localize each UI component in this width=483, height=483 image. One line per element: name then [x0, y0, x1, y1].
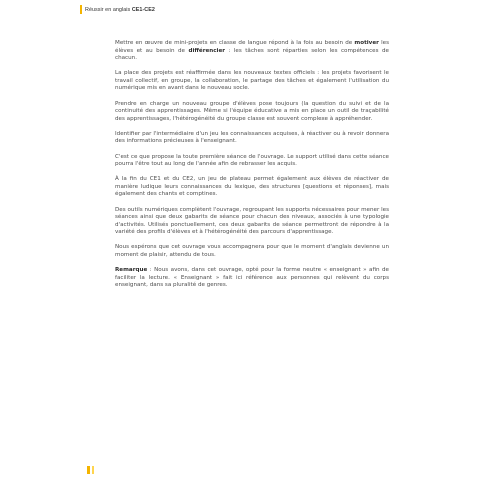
header-prefix: Réussir en anglais — [85, 6, 131, 13]
paragraph-text: À la fin du CE1 et du CE2, un jeu de plateau permet également aux élèves de réactiver de manière ludique leurs connaissances du lexique, des structures [questions et réponses], mais également des chants et comptines. — [115, 176, 389, 198]
paragraph-text: les élèves et au besoin de — [115, 40, 389, 54]
paragraph-text: Mettre en œuvre de mini-projets en classe de langue répond à la fois au besoin de — [115, 40, 355, 46]
emphasis-text: motiver — [354, 40, 379, 46]
paragraph-text: Nous espérons que cet ouvrage vous accompagnera pour que le moment d'anglais devienne un moment de plaisir, attendu de tous. — [115, 244, 389, 258]
paragraph — [115, 207, 389, 237]
paragraph — [115, 244, 389, 259]
header-level: CE1-CE2 — [131, 6, 155, 13]
paragraph-text: : les tâches sont réparties selon les compétences de chacun. — [115, 47, 389, 62]
paragraph-text: C'est ce que propose la toute première séance de l'ouvrage. Le support utilisé dans cette séance pourra l'être tout au long de l'année afin de rebrasser les acquis. — [115, 153, 389, 168]
paragraph-text: La place des projets est réaffirmée dans les nouveaux textes officiels : les projets favorisent le travail collectif, en groupe, la collaboration, le partage des tâches et également l'utilisation du numérique mis en avant dans le nouveau socle. — [115, 70, 389, 92]
paragraph-text: Prendre en charge un nouveau groupe d'élèves pose toujours (la question du suivi et de la continuité des apprentissages. Même si l'équipe éducative a mis en place un outil de traçabilité des apprentissages, l'hétérogénéité du groupe classe est souvent complexe à appréhender. — [115, 100, 389, 122]
footer-mark-primary — [87, 466, 90, 474]
running-header — [80, 5, 155, 14]
emphasis-text: différencier — [188, 47, 226, 54]
body-text — [115, 40, 389, 297]
paragraph — [115, 176, 389, 199]
paragraph — [115, 40, 389, 63]
emphasis-text: Remarque — [115, 267, 148, 274]
paragraph-text: Identifier par l'intermédiaire d'un jeu les connaissances acquises, à réactiver ou à revoir donnera des informations précieuses à l'enseignant. — [115, 130, 389, 145]
footer-marks — [87, 466, 94, 474]
header-title — [85, 7, 155, 13]
paragraph — [115, 267, 389, 290]
header-accent-bar — [80, 5, 82, 14]
paragraph — [115, 101, 389, 124]
paragraph — [115, 154, 389, 169]
footer-mark-secondary — [92, 466, 95, 474]
paragraph-text: Des outils numériques complètent l'ouvrage, regroupant les supports nécessaires pour mener les séances ainsi que deux gabarits de séance pour chacun des niveaux, associés à une typologie d'activités. Utilisés ponctuellement, ces deux gabarits de séance permettront de répondre à la variété des profils d'élèves et à l'hétérogénéité des parcours d'apprentissage. — [115, 206, 389, 236]
paragraph — [115, 131, 389, 146]
paragraph-text: : Nous avons, dans cet ouvrage, opté pour la forme neutre « enseignant » afin de faciliter la lecture. « Enseignant » fait ici référence aux personnes qui relèvent du corps enseignant, dans sa pluralité de genres. — [115, 267, 389, 289]
paragraph — [115, 70, 389, 93]
